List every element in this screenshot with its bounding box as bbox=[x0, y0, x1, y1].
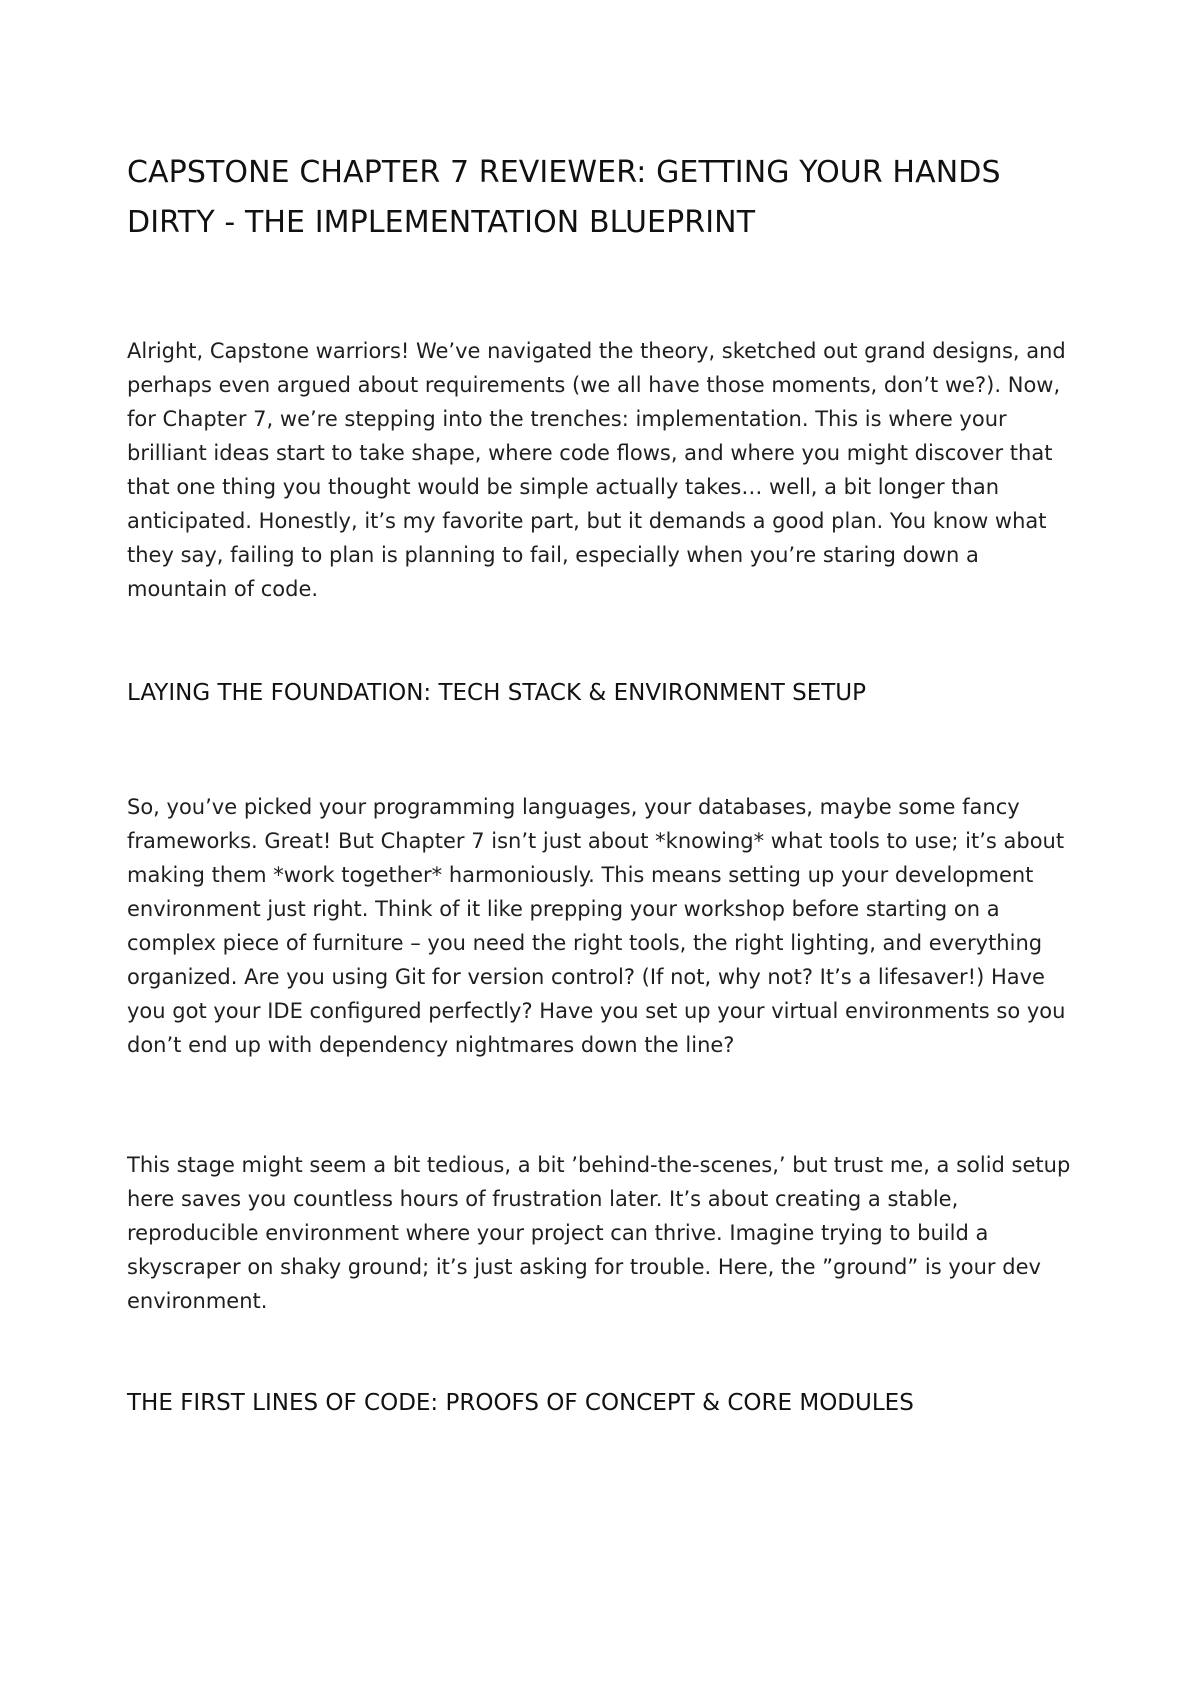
document-title: CAPSTONE CHAPTER 7 REVIEWER: GETTING YOUR HANDS DIRTY - THE IMPLEMENTATION BLUEPRINT bbox=[127, 155, 1001, 240]
section-heading-first-lines: THE FIRST LINES OF CODE: PROOFS OF CONCEPT & CORE MODULES bbox=[127, 1390, 914, 1416]
section-paragraph: This stage might seem a bit tedious, a bit ’behind-the-scenes,’ but trust me, a solid setup here saves you countless hours of frustration later. It’s about creating a stable, reproducible environment where your project can thrive. Imagine trying to build a skyscraper on shaky ground; it’s just asking for trouble. Here, the ”ground” is your dev environment. bbox=[127, 1153, 1071, 1313]
document-content bbox=[127, 148, 1077, 1420]
section-heading-foundation: LAYING THE FOUNDATION: TECH STACK & ENVIRONMENT SETUP bbox=[127, 680, 866, 706]
section-paragraph: So, you’ve picked your programming languages, your databases, maybe some fancy frameworks. Great! But Chapter 7 isn’t just about *knowing* what tools to use; it’s about making them *work together* harmoniously. This means setting up your development environment just right. Think of it like prepping your workshop before starting on a complex piece of furniture – you need the right tools, the right lighting, and everything organized. Are you using Git for version control? (If not, why not? It’s a lifesaver!) Have you got your IDE configured perfectly? Have you set up your virtual environments so you don’t end up with dependency nightmares down the line? bbox=[127, 795, 1066, 1057]
intro-paragraph: Alright, Capstone warriors! We’ve navigated the theory, sketched out grand designs, and perhaps even argued about requirements (we all have those moments, don’t we?). Now, for Chapter 7, we’re stepping into the trenches: implementation. This is where your brilliant ideas start to take shape, where code flows, and where you might discover that that one thing you thought would be simple actually takes… well, a bit longer than anticipated. Honestly, it’s my favorite part, but it demands a good plan. You know what they say, failing to plan is planning to fail, especially when you’re staring down a mountain of code. bbox=[127, 339, 1066, 601]
